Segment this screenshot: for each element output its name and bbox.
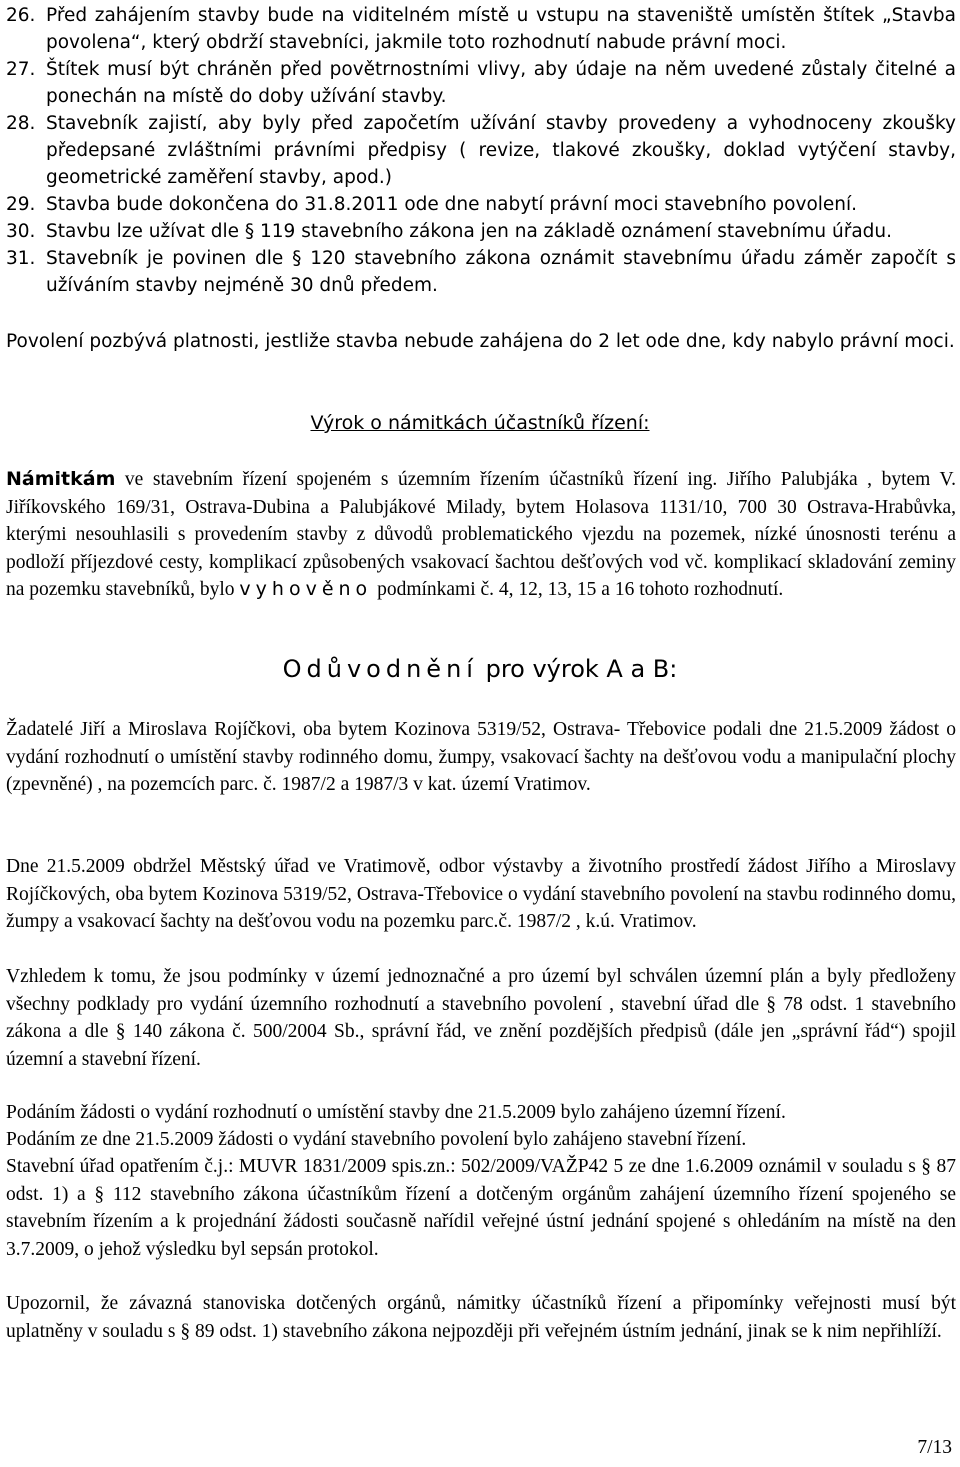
list-item	[6, 245, 956, 299]
list-item-text: Stavbu lze užívat dle § 119 stavebního zákona jen na základě oznámení stavebnímu úřadu.	[46, 221, 893, 242]
list-item	[6, 218, 956, 245]
list-item-number: 30.	[6, 221, 36, 242]
reasoning-paragraph: Vzhledem k tomu, že jsou podmínky v území jednoznačné a pro území byl schválen územní plán a byly předloženy všechny podklady pro vydání územního rozhodnutí a stavebního povolení , stavební úřad dle § 78 odst. 1 stavebního zákona a dle § 140 zákona č. 500/2004 Sb., správní řád, ve znění pozdějších předpisů (dále jen „správní řád“) spojil územní a stavební řízení.	[6, 966, 956, 1070]
objections-paragraph	[6, 466, 956, 604]
list-item-number: 31.	[6, 248, 36, 269]
reasoning-heading	[0, 655, 960, 683]
conditions-list	[6, 2, 956, 299]
reasoning-paragraph: Stavební úřad opatřením č.j.: MUVR 1831/2009 spis.zn.: 502/2009/VAŽP42 5 ze dne 1.6.2009 oznámil v souladu s § 87 odst. 1) a § 112 stavebního zákona účastníkům řízení a dotčeným orgánům zahájení územního řízení spojeného se stavebním řízením a k projednání žádosti současně nařídil veřejné ústní jednání spojené s ohledáním na místě na den 3.7.2009, o jehož výsledku byl sepsán protokol.	[6, 1156, 956, 1260]
reasoning-heading-rest: pro výrok A a B:	[477, 655, 678, 683]
list-item-number: 27.	[6, 59, 36, 80]
objections-granted: vyhověno	[239, 578, 373, 600]
objections-heading: Výrok o námitkách účastníků řízení:	[310, 412, 650, 434]
reasoning-paragraph: Podáním ze dne 21.5.2009 žádosti o vydání stavebního povolení bylo zahájeno stavební řízení.	[6, 1129, 747, 1150]
page-number: 7/13	[917, 1437, 952, 1458]
objections-text: ve stavebním řízení spojeném s územním řízením účastníků řízení ing. Jiřího Palubjáka , bytem V. Jiříkovského 169/31, Ostrava-Dubina a Palubjákové Milady, bytem Holasova 1131/10, 700 30 Ostrava-Hrabůvka, kterými nesouhlasili s provedením stavby z důvodů problematického vjezdu na pozemek, nízké únosnosti terénu a podloží příjezdové cesty, komplikací způsobených vsakovací šachtou dešťových vod vč. komplikací skladování zeminy na pozemku stavebníků, bylo	[6, 469, 956, 600]
list-item	[6, 2, 956, 56]
validity-paragraph: Povolení pozbývá platnosti, jestliže stavba nebude zahájena do 2 let ode dne, kdy nabylo právní moci.	[6, 331, 955, 352]
reasoning-heading-spaced: Odůvodnění	[282, 655, 478, 683]
list-item-text: Stavba bude dokončena do 31.8.2011 ode dne nabytí právní moci stavebního povolení.	[46, 194, 858, 215]
reasoning-paragraph: Upozornil, že závazná stanoviska dotčených orgánů, námitky účastníků řízení a připomínky veřejnosti musí být uplatněny v souladu s § 89 odst. 1) stavebního zákona nejpozději při veřejném ústním jednání, jinak se k nim nepřihlíží.	[6, 1293, 956, 1342]
list-item-text: Stavebník je povinen dle § 120 stavebního zákona oznámit stavebnímu úřadu záměr započít s užíváním stavby nejméně 30 dnů předem.	[46, 248, 956, 296]
reasoning-paragraph: Žadatelé Jiří a Miroslava Rojíčkovi, oba bytem Kozinova 5319/52, Ostrava- Třebovice podali dne 21.5.2009 žádost o vydání rozhodnutí o umístění stavby rodinného domu, žumpy, vsakovací šachty na dešťovou vodu a manipulační plochy (zpevněné) , na pozemcích parc. č. 1987/2 a 1987/3 v kat. území Vratimov.	[6, 719, 956, 795]
list-item-number: 26.	[6, 5, 36, 26]
list-item-text: Štítek musí být chráněn před povětrnostními vlivy, aby údaje na něm uvedené zůstaly čitelné a ponechán na místě do doby užívání stavby.	[46, 59, 956, 107]
list-item-text: Stavebník zajistí, aby byly před započetím užívání stavby provedeny a vyhodnoceny zkoušky předepsané zvláštními právními předpisy ( revize, tlakové zkoušky, doklad vytýčení stavby, geometrické zaměření stavby, apod.)	[46, 113, 956, 188]
list-item-text: Před zahájením stavby bude na viditelném místě u vstupu na staveniště umístěn štítek „Stavba povolena“, který obdrží stavebníci, jakmile toto rozhodnutí nabude právní moci.	[46, 5, 956, 53]
objections-tail: podmínkami č. 4, 12, 13, 15 a 16 tohoto rozhodnutí.	[372, 579, 784, 600]
list-item-number: 29.	[6, 194, 36, 215]
list-item	[6, 110, 956, 191]
reasoning-paragraph: Podáním žádosti o vydání rozhodnutí o umístění stavby dne 21.5.2009 bylo zahájeno územní řízení.	[6, 1102, 786, 1123]
list-item-number: 28.	[6, 113, 36, 134]
reasoning-paragraph: Dne 21.5.2009 obdržel Městský úřad ve Vratimově, odbor výstavby a životního prostředí žádost Jiřího a Miroslavy Rojíčkových, oba bytem Kozinova 5319/52, Ostrava-Třebovice o vydání stavebního povolení na stavbu rodinného domu, žumpy a vsakovací šachty na dešťovou vodu na pozemku parc.č. 1987/2 , k.ú. Vratimov.	[6, 856, 956, 932]
objections-lead: Námitkám	[6, 468, 116, 490]
list-item	[6, 191, 956, 218]
list-item	[6, 56, 956, 110]
